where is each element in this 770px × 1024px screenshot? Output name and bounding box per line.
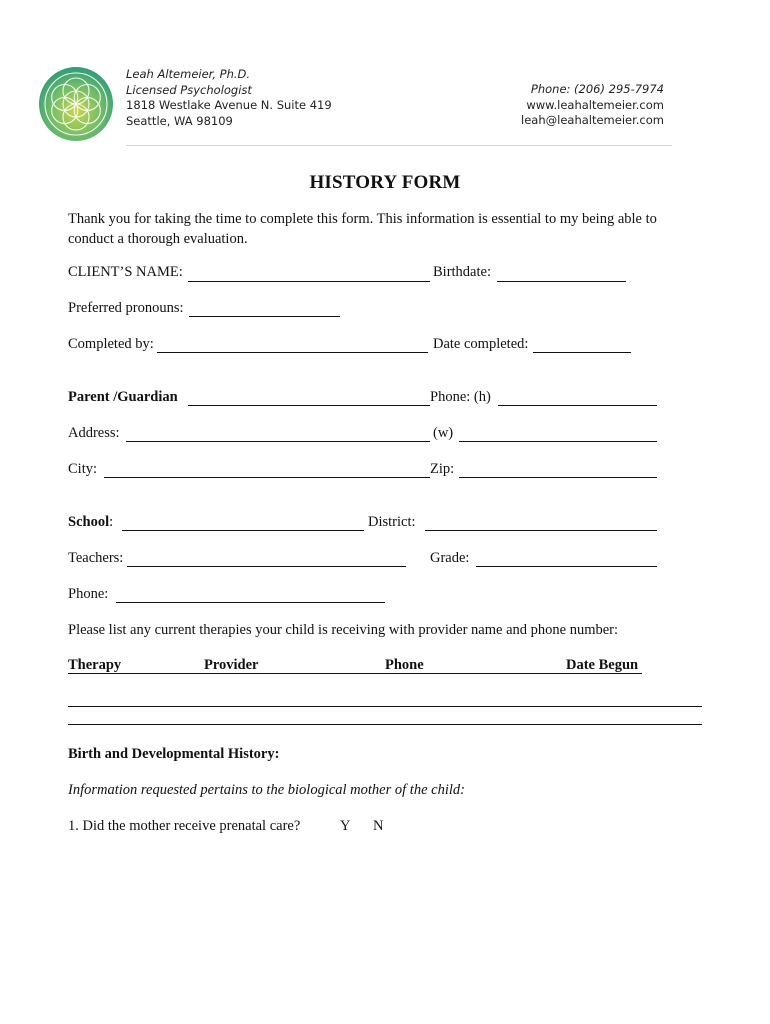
website-link[interactable]: www.leahaltemeier.com [526, 97, 664, 112]
address-field[interactable] [126, 441, 430, 442]
intro-text: Thank you for taking the time to complete this form. This information is essential to my being able to conduct a thorough evaluation. [68, 211, 657, 247]
prenatal-no-option[interactable]: N [373, 818, 384, 834]
flower-of-life-logo [38, 66, 114, 142]
school-label-text: School [68, 514, 110, 530]
therapy-entry-line-1[interactable] [68, 706, 702, 707]
parent-guardian-label: Parent /Guardian [68, 389, 178, 405]
birth-history-heading: Birth and Developmental History: [68, 746, 280, 762]
office-phone: Phone: (206) 295-7974 [530, 82, 664, 96]
pronouns-label: Preferred pronouns: [68, 300, 184, 316]
work-phone-label: (w) [433, 425, 454, 441]
teachers-label: Teachers: [68, 550, 124, 566]
home-phone-label: Phone: (h) [430, 389, 491, 405]
birthdate-label: Birthdate: [433, 264, 491, 280]
school-label-colon: : [109, 514, 114, 530]
date-begun-header: Date Begun [566, 657, 639, 673]
school-phone-label: Phone: [68, 586, 109, 602]
letterhead-right [521, 82, 664, 129]
school-label [68, 514, 113, 531]
client-name-label: CLIENT’S NAME: [68, 264, 183, 280]
prenatal-care-question: 1. Did the mother receive prenatal care? [68, 818, 301, 834]
provider-header: Provider [204, 657, 259, 673]
grade-label: Grade: [430, 550, 470, 566]
address-label: Address: [68, 425, 120, 441]
city-field[interactable] [104, 477, 430, 478]
completed-by-field[interactable] [157, 352, 428, 353]
district-label: District: [368, 514, 416, 530]
client-name-field[interactable] [188, 281, 430, 282]
letterhead-divider [126, 145, 672, 146]
parent-guardian-field[interactable] [188, 405, 430, 406]
zip-field[interactable] [459, 477, 657, 478]
therapy-entry-line-2[interactable] [68, 724, 702, 725]
home-phone-field[interactable] [498, 405, 657, 406]
address-line-2: Seattle, WA 98109 [126, 113, 233, 128]
date-completed-label: Date completed: [433, 336, 529, 352]
phone-header: Phone [385, 657, 424, 673]
city-label: City: [68, 461, 98, 477]
birth-history-note: Information requested pertains to the biological mother of the child: [68, 782, 465, 798]
therapy-header-underline [68, 673, 642, 674]
school-phone-field[interactable] [116, 602, 385, 603]
date-completed-field[interactable] [533, 352, 631, 353]
prenatal-yes-option[interactable]: Y [340, 818, 351, 834]
psychologist-name: Leah Altemeier, Ph.D. [126, 67, 251, 81]
form-title: HISTORY FORM [309, 172, 461, 193]
teachers-field[interactable] [127, 566, 406, 567]
address-line-1: 1818 Westlake Avenue N. Suite 419 [126, 98, 332, 112]
grade-field[interactable] [476, 566, 657, 567]
email-link[interactable]: leah@leahaltemeier.com [521, 113, 664, 127]
completed-by-label: Completed by: [68, 336, 154, 352]
therapy-header: Therapy [68, 657, 122, 673]
work-phone-field[interactable] [459, 441, 657, 442]
district-field[interactable] [425, 530, 657, 531]
school-field[interactable] [122, 530, 364, 531]
credential: Licensed Psychologist [126, 82, 252, 97]
pronouns-field[interactable] [189, 316, 340, 317]
zip-label: Zip: [430, 461, 455, 477]
letterhead-left [126, 67, 332, 129]
birthdate-field[interactable] [497, 281, 626, 282]
therapies-prompt: Please list any current therapies your child is receiving with provider name and phone number: [68, 622, 619, 638]
